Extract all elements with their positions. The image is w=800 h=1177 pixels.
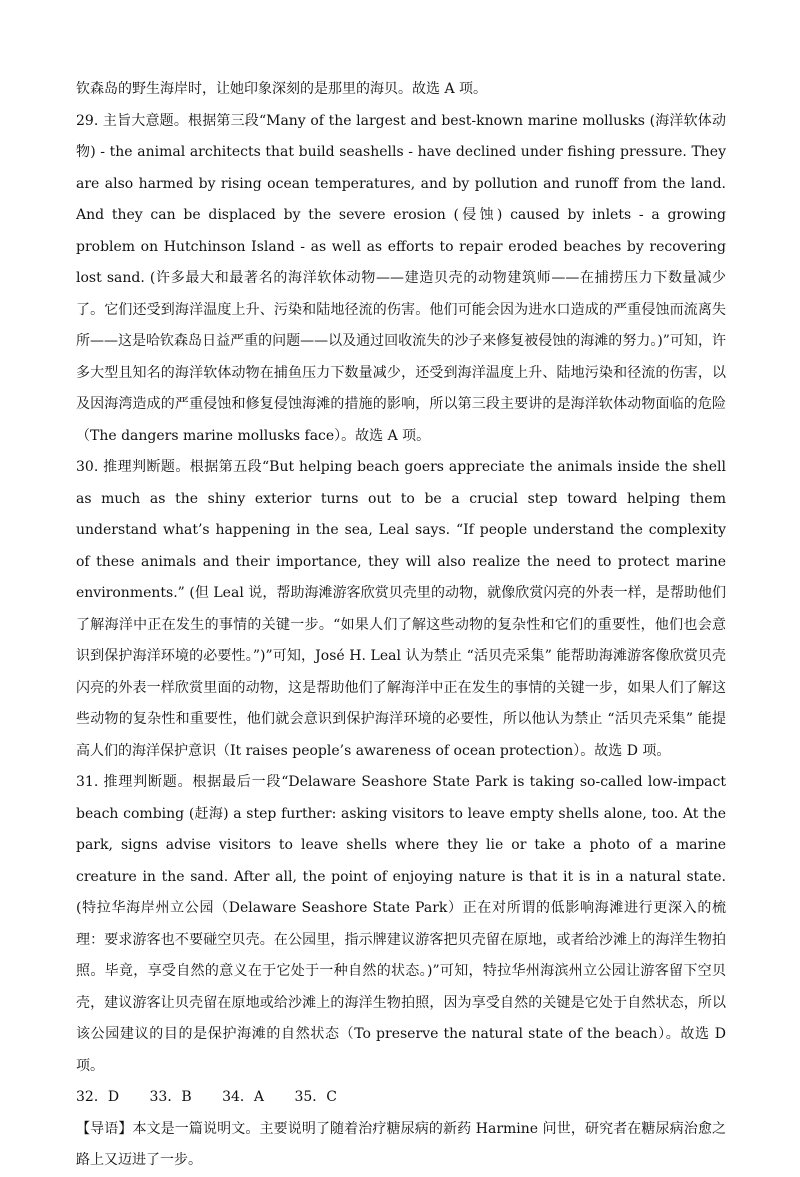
answer-33: 33．B (149, 1089, 192, 1105)
answer-35: 35．C (294, 1089, 337, 1105)
passage-guide: 【导语】本文是一篇说明文。主要说明了随着治疗糖尿病的新药 Harmine 问世，研究者在糖尿病治愈之路上又迈进了一步。 (76, 1120, 726, 1168)
answer-32: 32．D (76, 1089, 120, 1105)
paragraph-q29: 29. 主旨大意题。根据第三段“Many of the largest and best-known marine mollusks (海洋软体动物) - the animal architects that build seashells - have declined under fishing pressure. They are also harmed by rising ocean temperatures, and by pollution and runoff from the land. And they can be displaced by the severe erosion (侵蚀) caused by inlets - a growing problem on Hutchinson Island - as well as efforts to repair eroded beaches by recovering lost sand. (许多最大和最著名的海洋软体动物——建造贝壳的动物建筑师——在捕捞压力下数量减少了。它们还受到海洋温度上升、污染和陆地径流的伤害。他们可能会因为进水口造成的严重侵蚀而流离失所——这是哈钦森岛日益严重的问题——以及通过回收流失的沙子来修复被侵蚀的海滩的努力。)”可知，许多大型且知名的海洋软体动物在捕鱼压力下数量减少，还受到海洋温度上升、陆地污染和径流的伤害，以及因海湾造成的严重侵蚀和修复侵蚀海滩的措施的影响，所以第三段主要讲的是海洋软体动物面临的危险（The dangers marine mollusks face）。故选 A 项。 (76, 112, 726, 444)
answer-34: 34．A (222, 1089, 264, 1105)
answer-key (76, 1082, 726, 1114)
paragraph-q30: 30. 推理判断题。根据第五段“But helping beach goers appreciate the animals inside the shell as much as the shiny exterior turns out to be a crucial step toward helping them understand what’s happening in the sea, Leal says. “If people understand the complexity of these animals and their importance, they will also realize the need to protect marine environments.” (但 Leal 说，帮助海滩游客欣赏贝壳里的动物，就像欣赏闪亮的外表一样，是帮助他们了解海洋中正在发生的事情的关键一步。“如果人们了解这些动物的复杂性和它们的重要性，他们也会意识到保护海洋环境的必要性。”)”可知，José H. Leal 认为禁止 “活贝壳采集” 能帮助海滩游客像欣赏贝壳闪亮的外表一样欣赏里面的动物，这是帮助他们了解海洋中正在发生的事情的关键一步，如果人们了解这些动物的复杂性和重要性，他们就会意识到保护海洋环境的必要性，所以他认为禁止 “活贝壳采集” 能提高人们的海洋保护意识（It raises people’s awareness of ocean protection）。故选 D 项。 (76, 459, 726, 759)
paragraph-q31: 31. 推理判断题。根据最后一段“Delaware Seashore State Park is taking so-called low-impact beach combing (赶海) a step further: asking visitors to leave empty shells alone, too. At the park, signs advise visitors to leave shells where they lie or take a photo of a marine creature in the sand. After all, the point of enjoying nature is that it is in a natural state. (特拉华海岸州立公园（Delaware Seashore State Park）正在对所谓的低影响海滩进行更深入的梳理：要求游客也不要碰空贝壳。在公园里，指示牌建议游客把贝壳留在原地，或者给沙滩上的海洋生物拍照。毕竟，享受自然的意义在于它处于一种自然的状态。)”可知，特拉华州海滨州立公园让游客留下空贝壳，建议游客让贝壳留在原地或给沙滩上的海洋生物拍照，因为享受自然的关键是它处于自然状态，所以该公园建议的目的是保护海滩的自然状态（To preserve the natural state of the beach）。故选 D 项。 (76, 774, 726, 1074)
document-page (76, 74, 726, 1177)
paragraph-28-conclusion: 钦森岛的野生海岸时，让她印象深刻的是那里的海贝。故选 A 项。 (76, 81, 488, 97)
